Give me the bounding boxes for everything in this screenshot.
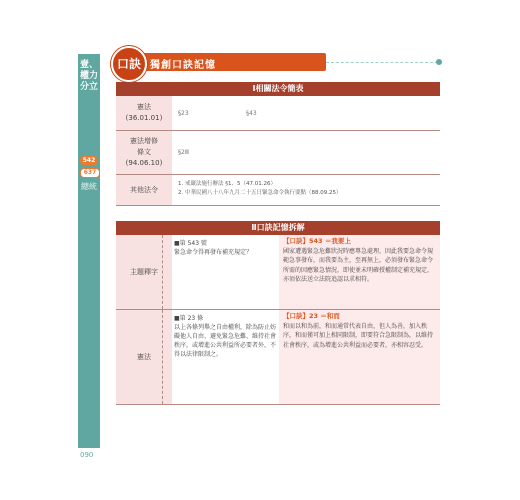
row-label: 其他法令 [116,175,172,205]
mid-heading: ■第 23 條 [174,315,204,322]
section2-row-constitution [116,310,440,404]
mnemonic-text: 和而以和為前，和而通常代表自由，但人為善，加入秩序，和而僅可加上相同限制，即要符合急限制為，以維持社會秩序，或為增進公共利益而必要者，亦相容忍受。 [283,322,434,349]
row-value: §43 [246,110,257,117]
column-divider [162,310,163,404]
row-label-text: 憲法 (36.01.01) [125,103,163,122]
mid-text: 緊急命令得再發布補充規定？ [174,249,253,256]
section1-row-constitution [116,96,440,131]
row-value: §23 [178,110,189,117]
row-divider [116,404,440,405]
logo-badge: 口訣 [111,46,147,82]
mnemonic-heading: 【口訣】23 ＝和而 [283,312,340,320]
badge-637: 637 [80,168,100,178]
page-number: 090 [80,451,94,459]
list-item: 2. 中華民國八十八年九月二十五日緊急命令執行要點（88.09.25） [178,190,342,196]
row-value: §2Ⅲ [178,149,189,156]
list-item: 1. 戒嚴法施行辦法 §1、5（47.01.26） [178,181,276,187]
badge-542: 542 [80,156,98,165]
section2-row-interpretation [116,235,440,309]
mnemonic-text: 國家遭遇緊急危難狀況時應專急處理，因此我要急命令規範急事發布，而我要為主，至再無上，必須發布緊急命令所需的因應緊急情況，即使並未明確授權制定補充規定，亦須依法送立法院追認以求相符。 [283,247,434,283]
row-label [116,96,172,130]
row-mnemonic [279,235,440,309]
section1-row-amendment [116,131,440,175]
column-divider [162,235,163,309]
sidebar-title: 壹、權力分立 [79,60,98,92]
row-label [116,131,172,174]
header-dash-dot [436,59,442,65]
section2-title: Ⅱ口訣記憶拆解 [116,221,440,235]
sidebar [78,54,100,448]
header-title: 獨創口訣記憶 [150,60,216,71]
row-label-text: 憲法增修 條文 (94.06.10) [125,137,163,167]
mid-text: 以上各條列舉之自由權利，除為防止妨礙他人自由、避免緊急危難、維持社會秩序，或增進公共利益所必要者外，不得以法律限制之。 [174,324,277,358]
row-mid [174,239,278,257]
row-mnemonic [279,310,440,404]
header-dash-line [326,62,438,63]
mnemonic-heading: 【口訣】543 ＝我要上 [283,237,351,245]
row-label: 憲法 [116,310,172,404]
sidebar-subtitle: 總統 [81,182,97,191]
row-label: 主題釋字 [116,235,172,309]
header-bar [116,53,326,71]
row-mid [174,314,278,359]
row-value-list [178,180,342,198]
mid-heading: ■第 543 號 [174,240,207,247]
section1-row-other [116,175,440,206]
section1-title: Ⅰ相關法令簡表 [116,82,440,96]
